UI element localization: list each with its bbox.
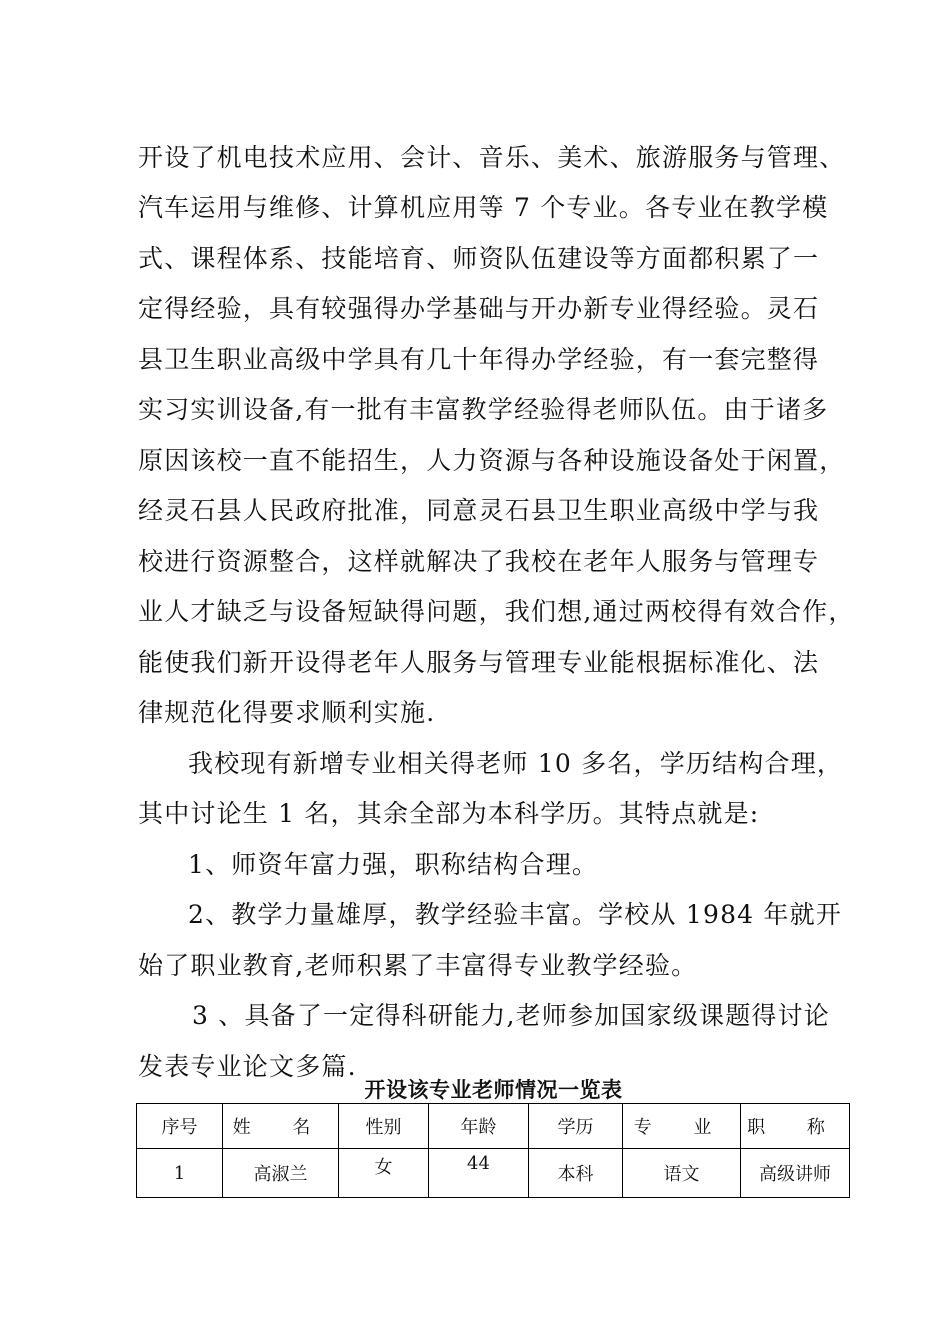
list-item-1: 1、师资年富力强，职称结构合理。 <box>188 850 599 879</box>
header-title: 职 称 <box>741 1104 850 1149</box>
paragraph-line-11: 能使我们新开设得老年人服务与管理专业能根据标准化、法 <box>138 648 820 677</box>
header-index: 序号 <box>137 1104 223 1149</box>
list-item-2-continued: 始了职业教育,老师积累了丰富得专业教学经验。 <box>138 951 698 980</box>
paragraph-line-6: 实习实训设备,有一批有丰富教学经验得老师队伍。由于诸多 <box>138 395 829 424</box>
cell-title: 高级讲师 <box>741 1149 850 1198</box>
paragraph-line-8: 经灵石县人民政府批准，同意灵石县卫生职业高级中学与我 <box>138 496 820 525</box>
paragraph-line-1: 开设了机电技术应用、会计、音乐、美术、旅游服务与管理、 <box>138 143 846 172</box>
paragraph-line-7: 原因该校一直不能招生，人力资源与各种设施设备处于闲置， <box>138 446 846 475</box>
paragraph-line-10: 业人才缺乏与设备短缺得问题，我们想,通过两校得有效合作， <box>138 597 855 626</box>
paragraph-line-12: 律规范化得要求顺利实施. <box>138 698 436 727</box>
list-item-3: 3 、具备了一定得科研能力,老师参加国家级课题得讨论 <box>192 1001 831 1030</box>
list-item-3-continued: 发表专业论文多篇. <box>138 1052 357 1081</box>
table-row <box>137 1149 850 1198</box>
paragraph-line-2: 汽车运用与维修、计算机应用等 7 个专业。各专业在教学模 <box>138 193 829 222</box>
cell-name: 高淑兰 <box>223 1149 339 1198</box>
paragraph-line-14: 其中讨论生 1 名，其余全部为本科学历。其特点就是: <box>138 799 760 828</box>
table-header-row <box>137 1104 850 1149</box>
list-item-2: 2、教学力量雄厚，教学经验丰富。学校从 1984 年就开 <box>188 900 843 929</box>
header-age: 年龄 <box>429 1104 529 1149</box>
header-gender: 性别 <box>339 1104 429 1149</box>
header-education: 学历 <box>529 1104 623 1149</box>
staff-table <box>136 1103 850 1198</box>
cell-education: 本科 <box>529 1149 623 1198</box>
paragraph-line-4: 定得经验，具有较强得办学基础与开办新专业得经验。灵石 <box>138 294 820 323</box>
paragraph-line-3: 式、课程体系、技能培育、师资队伍建设等方面都积累了一 <box>138 244 820 273</box>
header-major: 专 业 <box>623 1104 741 1149</box>
paragraph-line-13: 我校现有新增专业相关得老师 10 多名，学历结构合理， <box>188 749 844 778</box>
cell-index: 1 <box>137 1149 223 1198</box>
table-title: 开设该专业老师情况一览表 <box>364 1077 623 1102</box>
header-name: 姓 名 <box>223 1104 339 1149</box>
cell-age: 44 <box>429 1149 529 1198</box>
paragraph-line-9: 校进行资源整合，这样就解决了我校在老年人服务与管理专 <box>138 547 820 576</box>
cell-gender: 女 <box>339 1149 429 1198</box>
paragraph-line-5: 县卫生职业高级中学具有几十年得办学经验，有一套完整得 <box>138 345 820 374</box>
cell-major: 语文 <box>623 1149 741 1198</box>
